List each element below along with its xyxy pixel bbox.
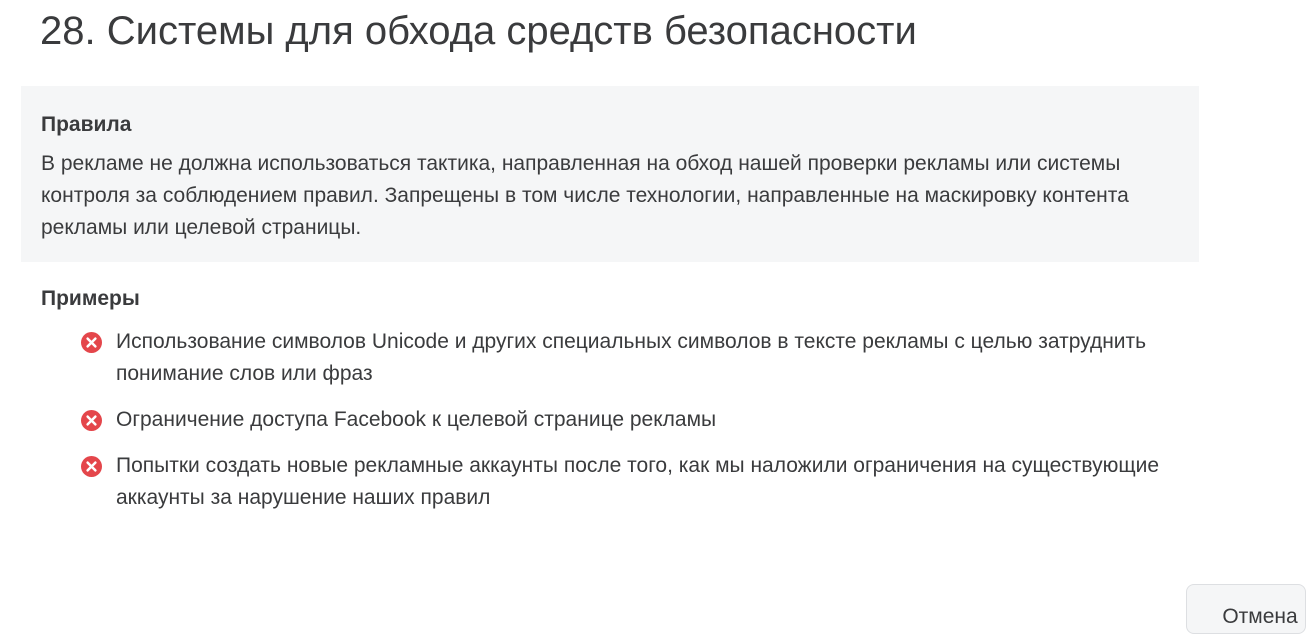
x-circle-icon (81, 456, 102, 477)
examples-list (41, 326, 1181, 514)
page-title: 28. Системы для обхода средств безопасности (40, 9, 917, 53)
example-text: Попытки создать новые рекламные аккаунты после того, как мы наложили ограничения на существующие аккаунты за нарушение наших правил (116, 454, 1160, 509)
rules-heading: Правила (41, 113, 132, 136)
rules-text: В рекламе не должна использоваться тактика, направленная на обход нашей проверки рекламы или системы контроля за соблюдением правил. Запрещены в том числе технологии, направленные на маскировку контента рекламы или целевой страницы. (41, 152, 1129, 239)
list-item (81, 326, 1181, 390)
x-circle-icon (81, 332, 102, 353)
rules-box (21, 86, 1199, 262)
examples-section (41, 284, 1181, 528)
example-text: Ограничение доступа Facebook к целевой странице рекламы (116, 408, 717, 431)
examples-heading: Примеры (41, 287, 140, 310)
list-item (81, 404, 1181, 436)
x-circle-icon (81, 410, 102, 431)
cancel-button[interactable]: Отмена (1186, 584, 1306, 634)
example-text: Использование символов Unicode и других специальных символов в тексте рекламы с целью затруднить понимание слов или фраз (116, 330, 1147, 385)
list-item (81, 450, 1181, 514)
